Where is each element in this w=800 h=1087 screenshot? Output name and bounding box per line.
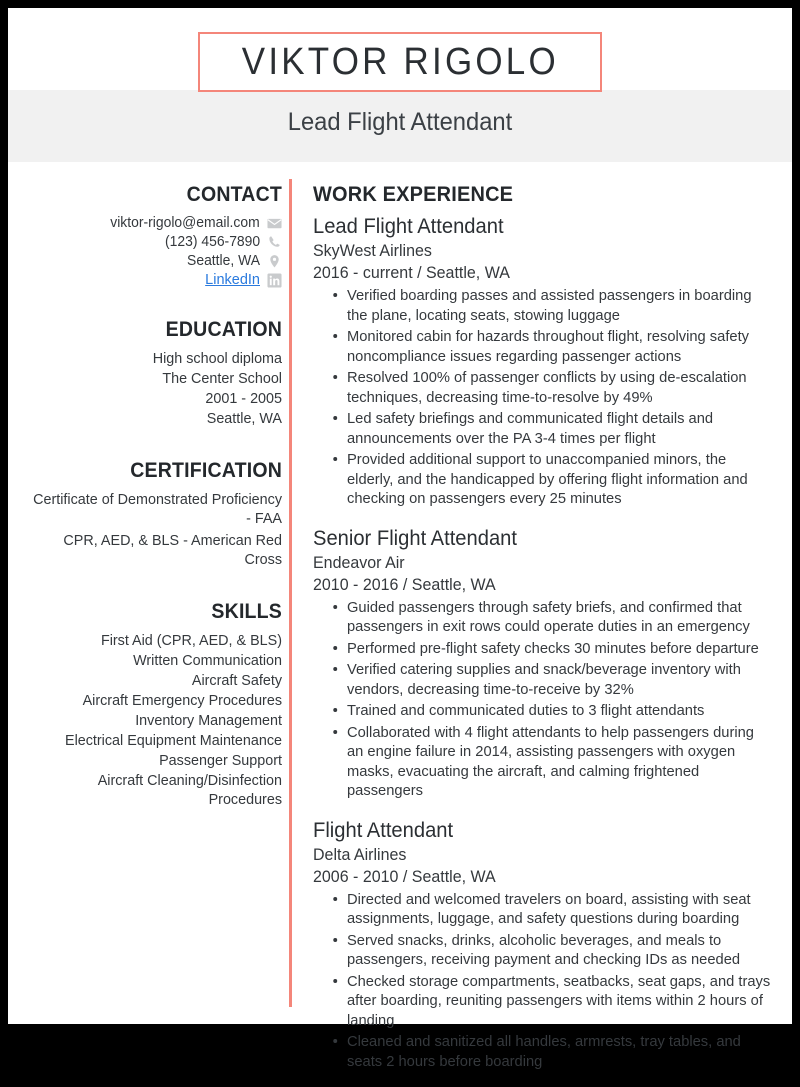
job-bullet: Verified boarding passes and assisted passengers in boarding the plane, locating seats, stowing luggage <box>347 286 774 325</box>
job-bullet: Served snacks, drinks, alcoholic beverages, and meals to passengers, receiving payment and checking IDs as needed <box>347 931 774 970</box>
job-bullets <box>313 286 783 509</box>
contact-linkedin-link[interactable]: LinkedIn <box>205 272 260 288</box>
name-box <box>198 32 602 92</box>
section-heading-contact: CONTACT <box>186 183 282 206</box>
skill-item: Aircraft Safety <box>191 673 282 689</box>
section-heading-skills: SKILLS <box>211 600 282 623</box>
linkedin-icon <box>267 273 282 288</box>
skill-item: Aircraft Cleaning/Disinfection Procedures <box>97 773 282 808</box>
candidate-job-title: Lead Flight Attendant <box>287 108 513 136</box>
envelope-icon <box>267 216 282 231</box>
job-company: SkyWest Airlines <box>313 242 432 260</box>
skill-item: First Aid (CPR, AED, & BLS) <box>100 633 283 649</box>
contact-location-text: Seattle, WA <box>187 253 260 269</box>
skill-item: Aircraft Emergency Procedures <box>82 693 282 709</box>
contact-item-phone[interactable] <box>22 234 282 250</box>
job-bullet: Led safety briefings and communicated flight details and announcements over the PA 3-4 times per flight <box>347 409 774 448</box>
education-line: Seattle, WA <box>206 411 282 427</box>
job-bullet: Collaborated with 4 flight attendants to help passengers during an engine failure in 2014, assisting passengers with oxygen masks, evacuating the aircraft, and calming frightened passengers <box>347 723 774 801</box>
job-bullet: Checked storage compartments, seatbacks, seat gaps, and trays after boarding, reuniting passengers with items within 2 hours of landing <box>347 972 774 1031</box>
location-pin-icon <box>267 254 282 269</box>
skill-item: Passenger Support <box>159 753 282 769</box>
job-bullet: Performed pre-flight safety checks 30 minutes before departure <box>347 639 774 659</box>
section-heading-education: EDUCATION <box>165 318 282 341</box>
job-role: Senior Flight Attendant <box>313 526 517 550</box>
contact-email-text: viktor-rigolo@email.com <box>110 215 260 231</box>
job-company: Delta Airlines <box>313 845 407 864</box>
education-line: 2001 - 2005 <box>205 391 282 407</box>
resume-body <box>8 171 792 1087</box>
skill-item: Electrical Equipment Maintenance <box>64 733 282 749</box>
contact-item-email[interactable] <box>22 215 282 231</box>
sidebar <box>22 179 282 1087</box>
job-role: Lead Flight Attendant <box>313 215 504 238</box>
job-meta: 2010 - 2016 / Seattle, WA <box>313 575 496 594</box>
job-bullet: Monitored cabin for hazards throughout flight, resolving safety noncompliance issues regarding passenger actions <box>347 327 774 366</box>
job-role: Flight Attendant <box>313 818 454 842</box>
job-entry <box>313 525 783 801</box>
contact-phone-text: (123) 456-7890 <box>164 234 260 250</box>
certification-item: Certificate of Demonstrated Proficiency - FAA <box>33 492 282 527</box>
resume-header <box>8 8 792 171</box>
main-content <box>313 179 783 1087</box>
section-heading-work-experience: WORK EXPERIENCE <box>313 183 514 206</box>
job-entry <box>313 817 783 1072</box>
job-bullet: Cleaned and sanitized all handles, armrests, tray tables, and seats 2 hours before boarding <box>347 1032 774 1071</box>
column-divider <box>289 179 292 1007</box>
job-company: Endeavor Air <box>313 553 405 572</box>
job-bullet: Provided additional support to unaccompanied minors, the elderly, and the handicapped by offering flight information and checking on passengers every 25 minutes <box>347 450 774 509</box>
section-heading-certification: CERTIFICATION <box>130 459 282 482</box>
job-bullet: Resolved 100% of passenger conflicts by using de-escalation techniques, decreasing time-to-resolve by 49% <box>347 368 774 407</box>
job-bullets <box>313 598 783 801</box>
contact-item-location[interactable] <box>22 253 282 269</box>
skill-item: Inventory Management <box>135 713 282 729</box>
job-bullets <box>313 890 783 1072</box>
phone-icon <box>267 235 282 250</box>
contact-item-linkedin[interactable] <box>22 272 282 288</box>
education-line: The Center School <box>162 371 282 387</box>
job-entry <box>313 213 783 509</box>
job-bullet: Guided passengers through safety briefs, and confirmed that passengers in exit rows could operate duties in an emergency <box>347 598 774 637</box>
job-bullet: Trained and communicated duties to 3 flight attendants <box>347 701 774 721</box>
skill-item: Written Communication <box>133 653 282 669</box>
certification-item: CPR, AED, & BLS - American Red Cross <box>63 533 283 568</box>
job-bullet: Verified catering supplies and snack/beverage inventory with vendors, decreasing time-to-receive by 32% <box>347 660 774 699</box>
education-line: High school diploma <box>152 351 282 367</box>
job-bullet: Directed and welcomed travelers on board, assisting with seat assignments, luggage, and safety questions during boarding <box>347 890 774 929</box>
resume-page <box>8 8 792 1070</box>
job-meta: 2006 - 2010 / Seattle, WA <box>313 867 496 886</box>
candidate-name: VIKTOR RIGOLO <box>241 40 559 83</box>
job-meta: 2016 - current / Seattle, WA <box>313 264 510 282</box>
